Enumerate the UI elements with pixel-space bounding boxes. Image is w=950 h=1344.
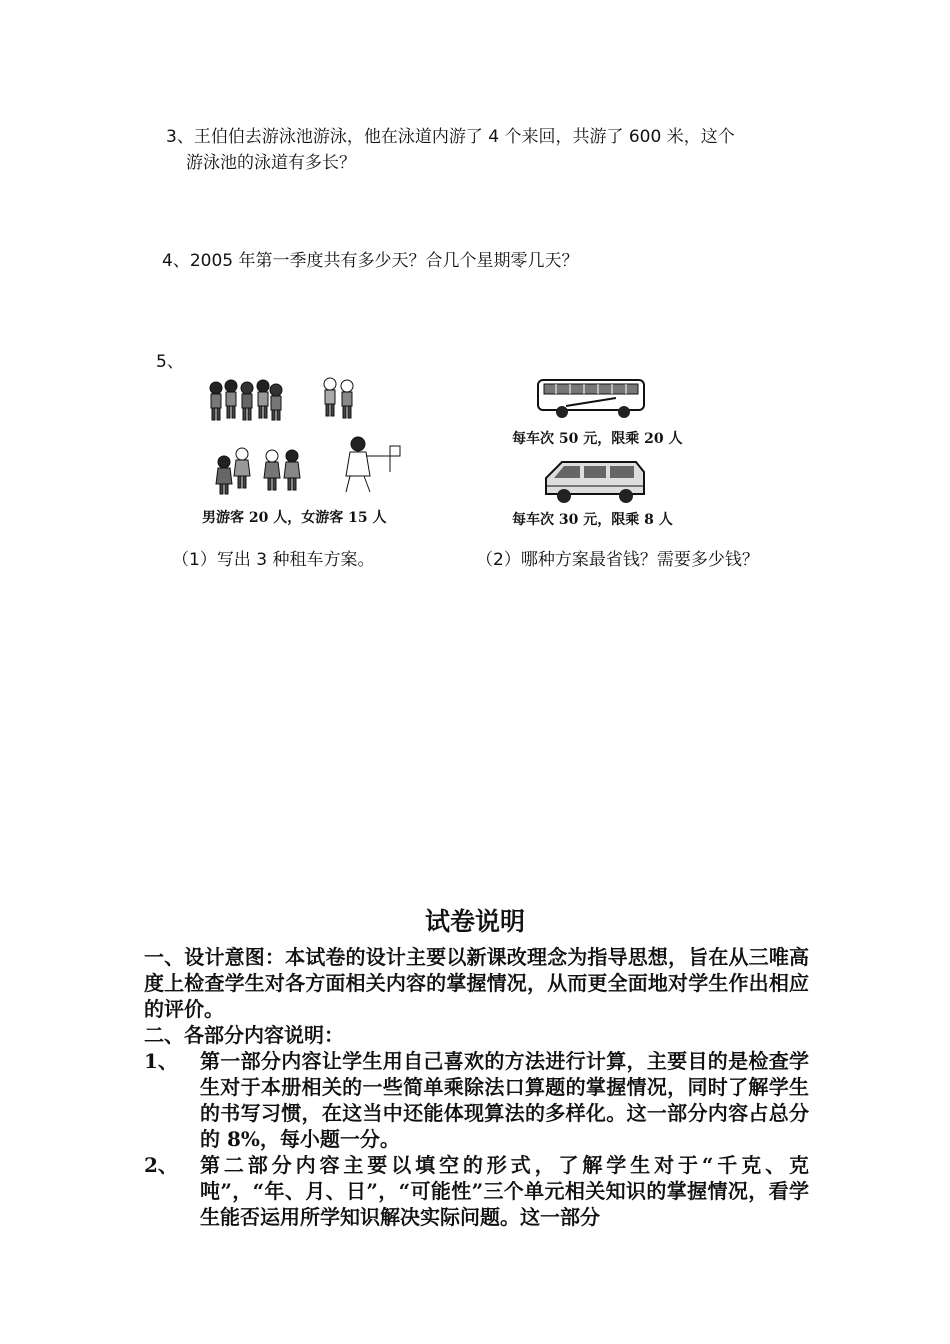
tourists-illustration [200, 372, 415, 498]
explanation-title: 试卷说明 [424, 907, 525, 936]
boy-figure [210, 382, 222, 420]
tourists-caption: 男游客 20 人，女游客 15 人 [202, 510, 387, 526]
bus-illustration [536, 376, 648, 422]
tour-guide-figure [346, 437, 400, 492]
van-caption: 每车次 30 元，限乘 8 人 [512, 512, 673, 528]
design-intent-paragraph: 一、设计意图：本试卷的设计主要以新课改理念为指导思想，旨在从三唯高度上检查学生对各方面相关内容的掌握情况，从而更全面地对学生作出相应的评价。 [144, 945, 809, 1021]
question-3-line-1: 3、王伯伯去游泳池游泳，他在泳道内游了 4 个来回，共游了 600 米，这个 [166, 127, 735, 147]
question-4: 4、2005 年第一季度共有多少天？合几个星期零几天？ [162, 251, 579, 271]
item-2-number: 2、 [144, 1153, 178, 1177]
question-5-sub-1: （1）写出 3 种租车方案。 [172, 550, 375, 570]
section-2-heading: 二、各部分内容说明： [144, 1023, 344, 1047]
item-1-text: 第一部分内容让学生用自己喜欢的方法进行计算，主要目的是检查学生对于本册相关的一些简单乘除法口算题的掌握情况，同时了解学生的书写习惯，在这当中还能体现算法的多样化。这一部分内容占总分的 8%，每小题一分。 [200, 1049, 809, 1151]
bus-caption: 每车次 50 元，限乘 20 人 [512, 431, 683, 447]
question-3-line-2: 游泳池的泳道有多长？ [186, 153, 356, 173]
van-illustration [540, 456, 650, 506]
item-2-text: 第二部分内容主要以填空的形式，了解学生对于“千克、克吨”，“年、月、日”，“可能性”三个单元相关知识的掌握情况，看学生能否运用所学知识解决实际问题。这一部分 [200, 1153, 809, 1229]
question-5-number: 5、 [156, 352, 184, 372]
item-1-number: 1、 [144, 1049, 178, 1073]
question-5-sub-2: （2）哪种方案最省钱？需要多少钱？ [476, 550, 759, 570]
girl-figure [216, 456, 232, 494]
